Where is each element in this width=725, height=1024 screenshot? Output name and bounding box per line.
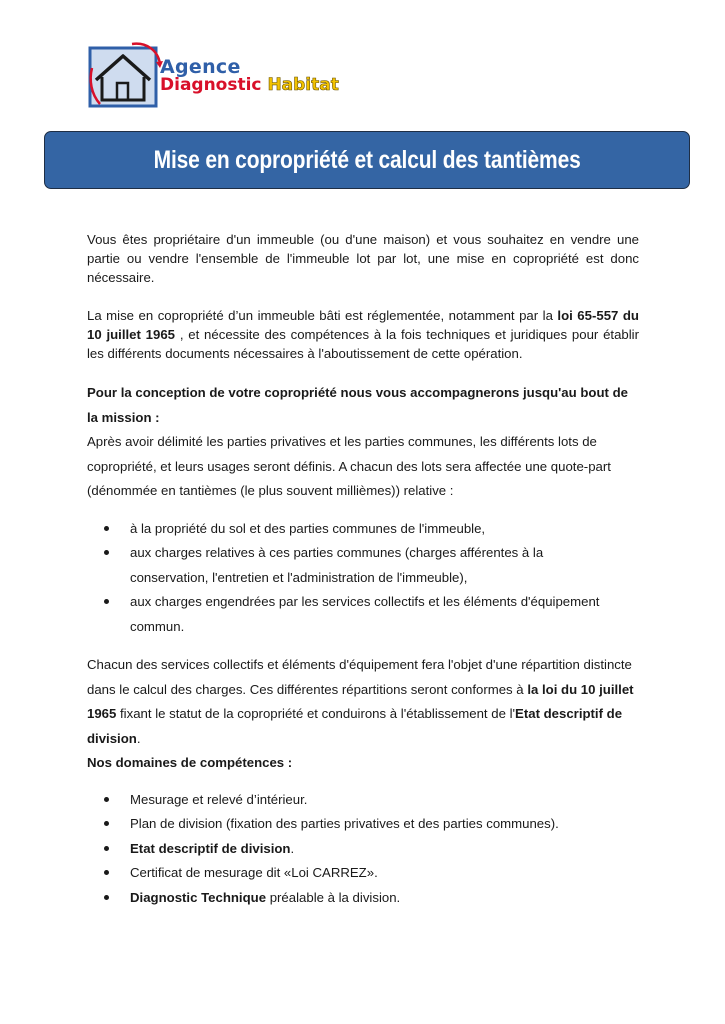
competences-list (87, 788, 639, 911)
conception-heading-text: Pour la conception de votre copropriété nous vous accompagnerons jusqu'au bout de la mission : (87, 385, 628, 425)
intro-text-a: La mise en copropriété d’un immeuble bâti est réglementée, notamment par la (87, 308, 558, 323)
bullet-icon (104, 846, 109, 851)
list-item-text: aux charges relatives à ces parties communes (charges afférentes à la conservation, l'entretien et l'administration de l'immeuble), (130, 545, 544, 585)
list-item-text: Mesurage et relevé d’intérieur. (130, 791, 308, 807)
list-item-text: Plan de division (fixation des parties privatives et des parties communes). (130, 816, 559, 831)
list-item-text: aux charges engendrées par les services collectifs et les éléments d'équipement commun. (130, 594, 600, 634)
domaines-heading-text: Nos domaines de compétences : (87, 755, 293, 770)
list-item (87, 788, 639, 813)
law-reference: loi 65-557 du 10 juillet 1965 (87, 308, 639, 342)
list-item (87, 812, 639, 837)
list-item (87, 517, 639, 542)
bullet-icon (104, 870, 109, 875)
bullet-icon (104, 821, 109, 826)
list-item-text: . (290, 840, 295, 856)
conception-heading (87, 381, 639, 430)
services-text-c: fixant le statut de la copropriété et conduirons à l'établissement de l' (116, 706, 516, 721)
list-item-bold: Etat descriptif de division (130, 840, 291, 856)
list-item (87, 837, 639, 862)
document-body (87, 230, 639, 910)
list-item-text: préalable à la division. (266, 889, 401, 905)
services-law: la loi du 10 juillet 1965 (87, 681, 634, 721)
company-logo (88, 40, 373, 112)
page-title: Mise en copropriété et calcul des tantièmes (153, 145, 581, 174)
bullet-icon (104, 550, 109, 555)
domaines-heading (87, 751, 639, 776)
services-etat: Etat descriptif de division (87, 706, 623, 746)
bullet-icon (104, 526, 109, 531)
logo-word-diagnostic: Diagnostic (160, 75, 262, 95)
bullet-icon (104, 599, 109, 604)
logo-wordmark (160, 58, 339, 94)
quote-part-list (87, 517, 639, 640)
logo-word-habitat: Habitat (267, 75, 339, 95)
bullet-icon (104, 797, 109, 802)
list-item-text: à la propriété du sol et des parties communes de l'immeuble, (130, 520, 486, 536)
services-paragraph (87, 653, 639, 751)
services-text-e: . (136, 730, 141, 746)
conception-text: Après avoir délimité les parties privatives et les parties communes, les différents lots de copropriété, et leurs usages seront définis. A chacun des lots sera affectée une quote-part (dénommée en tantièmes (le plus souvent millièmes)) relative : (87, 434, 611, 498)
logo-line-2 (160, 77, 339, 94)
intro-paragraph-1: Vous êtes propriétaire d'un immeuble (ou d'une maison) et vous souhaitez en vendre une partie ou vendre l'ensemble de l'immeuble lot par lot, une mise en copropriété est donc nécessaire. (87, 232, 639, 285)
list-item (87, 861, 639, 886)
services-text-a: Chacun des services collectifs et éléments d'équipement fera l'objet d'une répartition distincte dans le calcul des charges. Ces différentes répartitions seront conformes à (87, 657, 632, 697)
list-item-bold: Diagnostic Technique (130, 889, 267, 905)
list-item (87, 590, 639, 639)
bullet-icon (104, 895, 109, 900)
intro-text-c: , et nécessite des compétences à la fois techniques et juridiques pour établir les différents documents nécessaires à l'aboutissement de cette opération. (87, 327, 639, 361)
list-item-text: Certificat de mesurage dit «Loi CARREZ». (130, 865, 378, 880)
intro-paragraph-2 (87, 306, 639, 363)
list-item (87, 886, 639, 911)
title-banner (44, 131, 690, 189)
house-logo-icon (88, 40, 163, 112)
list-item (87, 541, 639, 590)
logo-word-agence: Agence (160, 56, 241, 78)
